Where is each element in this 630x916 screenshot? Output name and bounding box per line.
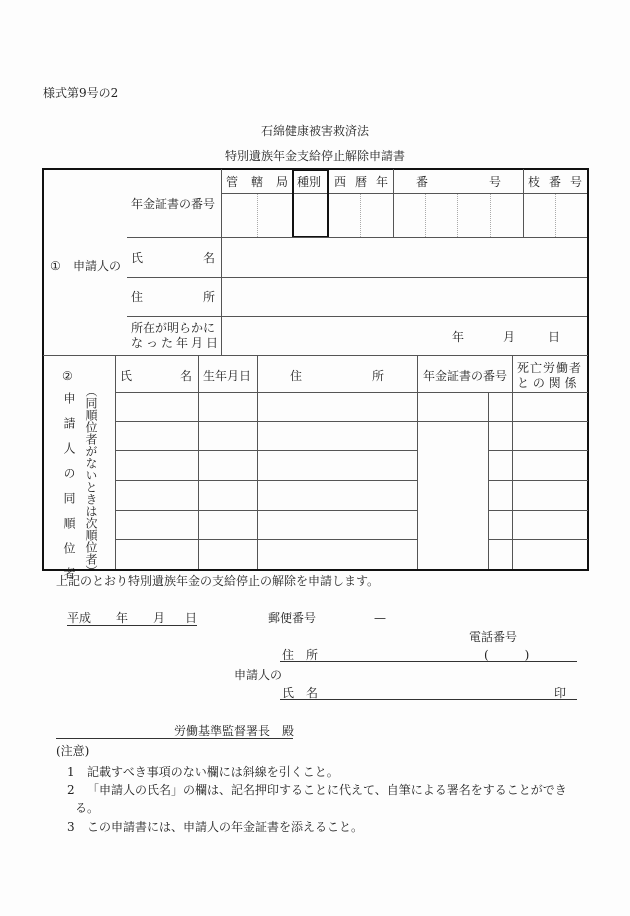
form-number: 様式第9号の2 [43,86,119,100]
table-row[interactable] [116,511,587,539]
date-year-label: 年 [452,330,465,344]
table-row[interactable] [116,422,587,450]
location-date-input[interactable] [222,317,587,355]
postal-code-label: 郵便番号 [268,611,317,625]
location-date-label-line1: 所在が明らかに [131,321,216,335]
note-1-number: 1 [67,765,75,779]
signature-name-label: 氏 名 [282,686,319,700]
addressee-text: 労働基準監督署長 殿 [174,724,295,738]
col-header-birthdate: 生年月日 [203,369,252,383]
note-3-number: 3 [67,820,75,834]
note-2-text: 「申請人の氏名」の欄は、記名押印することに代えて、自筆による署名をすることができ [87,783,567,797]
signature-address-input[interactable] [320,646,577,661]
day-label: 日 [185,611,198,625]
note-1-text: 記載すべき事項のない欄には斜線を引くこと。 [87,765,339,779]
section2-number: ② [62,369,73,383]
addressee-underline [56,738,293,739]
applicant-name-input[interactable] [222,238,587,277]
pension-cert-label: 年金証書の番号 [131,197,216,211]
section-divider [43,355,588,356]
form-title: 特別遺族年金支給停止解除申請書 [224,149,405,163]
signature-name-input[interactable] [320,684,550,699]
section1-number: ① [50,259,61,273]
note-3-text: この申請書には、申請人の年金証書を添えること。 [87,820,364,834]
table-row[interactable] [116,393,587,421]
phone-label: 電話番号 [469,630,518,644]
section2-label: 申請人の同順位者 [62,392,76,592]
applicant-address-label: 住 所 [131,290,215,304]
name-underline [280,699,577,700]
cert-header-type: 種別 [297,175,322,189]
phone-parens: ( ) [484,648,530,662]
note-2-continuation: る。 [75,801,100,815]
date-day-label: 日 [548,330,561,344]
location-date-label-line2: なった年月日 [131,336,222,350]
signature-address-label: 住 所 [282,648,319,662]
application-date-field[interactable] [67,611,197,626]
address-underline [280,661,577,662]
applicant-address-input[interactable] [222,278,587,316]
cert-header-branch: 枝 番 号 [528,175,582,189]
year-label: 年 [116,611,129,625]
col-header-relation-line2: と の 関 係 [517,376,577,390]
month-label: 月 [153,611,166,625]
applicant-label: 申請人の [234,668,283,682]
cert-header-year: 西 暦 年 [334,175,388,189]
col-header-address-b: 所 [372,369,385,383]
postal-code-input[interactable] [330,608,430,626]
col-header-pension-cert: 年金証書の番号 [423,369,508,383]
era-label: 平成 [67,611,92,625]
section1-label: 申請人の [73,259,122,273]
declaration-text: 上記のとおり特別遺族年金の支給停止の解除を申請します。 [56,574,380,588]
col-header-relation-line1: 死亡労働者 [517,361,583,375]
note-2-number: 2 [67,783,75,797]
applicant-name-label: 氏 名 [131,251,215,265]
cert-header-number-a: 番 [416,175,429,189]
date-month-label: 月 [503,330,516,344]
pension-cert-number-input[interactable] [222,194,587,237]
cert-header-number-b: 号 [489,175,502,189]
seal-mark: 印 [554,686,567,700]
postal-code-dash: — [374,611,386,625]
col-header-address-a: 住 [290,369,303,383]
notes-heading: (注意) [56,744,90,758]
table-row[interactable] [116,481,587,510]
table-row[interactable] [116,451,587,480]
table-row[interactable] [116,540,587,569]
section2-note: （同順位者がないときは次順位者） [84,385,98,577]
col-header-name: 氏 名 [120,369,192,383]
cert-header-bureau: 管 轄 局 [226,175,288,189]
bureau-name-input[interactable] [56,722,172,738]
law-title: 石綿健康被害救済法 [260,124,369,138]
